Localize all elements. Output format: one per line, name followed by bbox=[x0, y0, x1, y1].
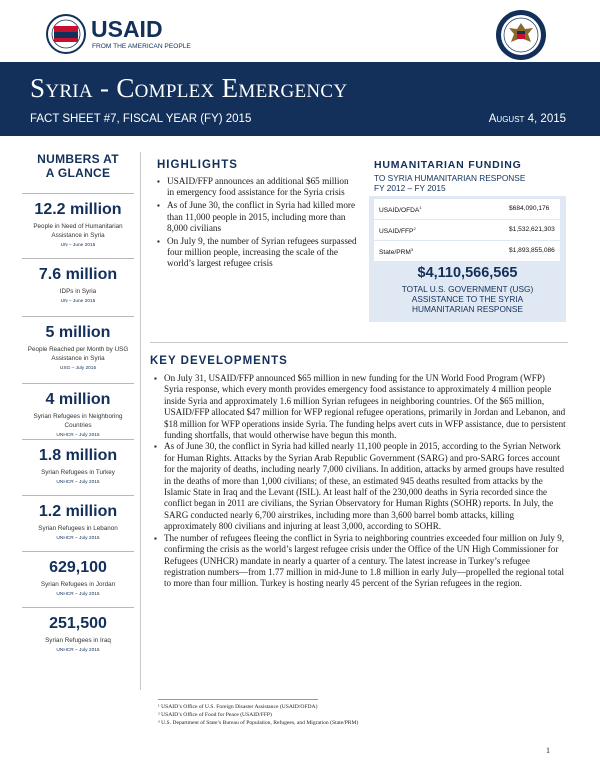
key-development-item: ▪ The number of refugees fleeing the conflict in Syria to neighboring countries exceeded four million on July 9, confirming the crisis as the world’s largest refugee crisis under the Office of the UN High Commissioner for Refugees (UNHCR) mandate in nearly a quarter of a century. The latest increase in Turkey’s refugee registration numbers—from 1.77 million in mid-June to 1.8 million in early July—propelled the regional total to more than four million. Turkey is hosting nearly 45 percent of the Syrian refugees in the region. bbox=[150, 533, 566, 590]
funding-row-value: $684,090,176 bbox=[509, 205, 550, 212]
highlights-heading: HIGHLIGHTS bbox=[157, 159, 238, 171]
stat-block bbox=[22, 193, 134, 258]
key-development-item: ▪ As of June 30, the conflict in Syria had killed nearly 11,100 people in 2015, according to the Syrian Network for Human Rights. Attacks by the Syrian Arab Republic Government (SARG) and pro-SARG forces account for the majority of deaths, including nearly 7,000 civilians. In addition, attacks by armed groups have resulted in the deaths of more than 1,000 civilians; of these, an estimated 945 deaths resulted from attacks by the Islamic State in Iraq and the Levant (ISIL). At least half of the 230,000 deaths in Syria recorded since the conflict began in 2011 are civilians, the Syrian Observatory for Human Rights (SOHR) reports. In July, the SARG conducted nearly 6,700 airstrikes, including more than 3,600 barrel bomb attacks, killing approximately 800 civilians and injuring at least 3,000, according to SOHR. bbox=[150, 441, 566, 532]
fact-sheet-subtitle: FACT SHEET #7, FISCAL YEAR (FY) 2015 bbox=[30, 113, 252, 125]
funding-total: $4,110,566,565 bbox=[417, 265, 518, 281]
usaid-wordmark: USAID bbox=[91, 16, 163, 42]
stat-description: Syrian Refugees in Lebanon bbox=[38, 525, 118, 532]
footnote: ¹ USAID’s Office of U.S. Foreign Disaster Assistance (USAID/OFDA) bbox=[158, 704, 318, 710]
stat-value: 4 million bbox=[45, 391, 111, 408]
funding-row bbox=[374, 241, 560, 261]
stat-block bbox=[22, 258, 134, 316]
stat-block bbox=[22, 551, 134, 607]
footnote: ² USAID’s Office of Food for Peace (USAID/FFP) bbox=[158, 712, 272, 719]
usaid-tagline: FROM THE AMERICAN PEOPLE bbox=[92, 43, 191, 50]
footnote-rule bbox=[158, 699, 318, 700]
glance-heading bbox=[22, 152, 134, 180]
funding-row-label: State/PRM$^3$ bbox=[379, 247, 414, 257]
highlights-list bbox=[157, 176, 357, 272]
stat-block bbox=[22, 439, 134, 495]
stat-value: 12.2 million bbox=[34, 201, 122, 218]
glance-heading-line2: A GLANCE bbox=[45, 166, 111, 180]
stat-value: 7.6 million bbox=[38, 266, 118, 283]
funding-row-value: $1,532,621,303 bbox=[509, 226, 555, 233]
footnote-marker: 1 bbox=[419, 205, 422, 210]
usaid-logo bbox=[45, 12, 245, 56]
key-developments-list bbox=[150, 373, 566, 590]
footnotes bbox=[158, 703, 358, 728]
key-developments-heading: KEY DEVELOPMENTS bbox=[150, 355, 288, 367]
footnote: ³ U.S. Department of State’s Bureau of Population, Refugees, and Migration (State/PRM) bbox=[158, 720, 359, 727]
stat-source: UNHCR – July 2015 bbox=[56, 433, 100, 438]
stat-value: 251,500 bbox=[49, 615, 107, 632]
funding-total-line1: TOTAL U.S. GOVERNMENT (USG) bbox=[401, 284, 534, 294]
highlight-item: ▪ On July 9, the number of Syrian refugees surpassed four million people, increasing the scale of the world’s largest refugee crisis bbox=[157, 236, 357, 270]
funding-row-label: USAID/OFDA$^1$ bbox=[379, 205, 422, 215]
stat-value: 1.8 million bbox=[38, 447, 118, 464]
funding-total-label bbox=[369, 284, 566, 314]
funding-subheading-line1: TO SYRIA HUMANITARIAN RESPONSE bbox=[374, 173, 526, 183]
stat-description: Syrian Refugees in Jordan bbox=[40, 581, 116, 588]
stat-description: IDPs in Syria bbox=[59, 288, 97, 295]
key-development-item: ▪ On July 31, USAID/FFP announced $65 million in new funding for the UN World Food Program (WFP) Syria response, which every month provides emergency food assistance to approximately 4 million people inside Syria and approximately 1.6 million Syrian refugees in neighboring countries. Of the $65 million, USAID/FFP allocated $47 million for WFP regional refugee operations, primarily in Jordan and Lebanon, and $18 million for WFP operations inside Syria. The funding helps avert cuts in WFP assistance, due to persistent funding shortfalls, that would otherwise have begun this month. bbox=[150, 373, 566, 441]
page-number: 1 bbox=[546, 746, 550, 755]
funding-row bbox=[374, 220, 560, 240]
stat-block bbox=[22, 383, 134, 439]
page-title: Syria - Complex Emergency bbox=[30, 73, 348, 103]
stat-description: People in Need of Humanitarian Assistance in Syria bbox=[33, 223, 123, 239]
funding-total-line2: ASSISTANCE TO THE SYRIA bbox=[411, 294, 524, 304]
footnote-marker: 3 bbox=[410, 247, 414, 252]
stat-block bbox=[22, 495, 134, 551]
stat-source: UN – June 2015 bbox=[60, 299, 96, 304]
funding-total-line3: HUMANITARIAN RESPONSE bbox=[412, 304, 523, 314]
stat-source: UN – June 2015 bbox=[60, 243, 96, 248]
funding-heading: HUMANITARIAN FUNDING bbox=[374, 159, 522, 171]
glance-heading-line1: NUMBERS AT bbox=[37, 152, 119, 166]
stat-block bbox=[22, 316, 134, 383]
stat-source: USG – July 2015 bbox=[59, 366, 97, 371]
stat-value: 5 million bbox=[45, 324, 111, 341]
funding-subheading bbox=[374, 173, 554, 193]
funding-row-value: $1,893,855,086 bbox=[509, 247, 555, 254]
stat-description: People Reached per Month by USG Assistance in Syria bbox=[27, 346, 129, 362]
fact-sheet-date: August 4, 2015 bbox=[488, 113, 566, 125]
numbers-at-a-glance bbox=[22, 152, 134, 660]
stat-value: 629,100 bbox=[49, 559, 107, 576]
section-divider bbox=[150, 342, 568, 343]
stat-description: Syrian Refugees in Iraq bbox=[45, 637, 111, 644]
stat-description: Syrian Refugees in Turkey bbox=[41, 469, 115, 476]
column-divider bbox=[140, 152, 141, 690]
stat-source: UNHCR – July 2015 bbox=[56, 648, 100, 653]
stat-source: UNHCR – July 2015 bbox=[56, 536, 100, 541]
funding-row-label: USAID/FFP$^2$ bbox=[379, 226, 416, 236]
stat-source: UNHCR – July 2015 bbox=[56, 592, 100, 597]
stat-value: 1.2 million bbox=[38, 503, 118, 520]
highlight-item: ▪ USAID/FFP announces an additional $65 million in emergency food assistance for the Syria crisis bbox=[157, 176, 357, 198]
funding-row bbox=[374, 199, 560, 219]
stat-source: UNHCR – July 2015 bbox=[56, 480, 100, 485]
highlight-item: ▪ As of June 30, the conflict in Syria had killed more than 11,000 people in 2015, including more than 8,000 civilians bbox=[157, 200, 357, 234]
funding-subheading-line2: FY 2012 – FY 2015 bbox=[374, 183, 446, 193]
stat-description: Syrian Refugees in Neighboring Countries bbox=[33, 413, 123, 429]
state-department-seal-icon bbox=[495, 9, 547, 61]
stat-block bbox=[22, 607, 134, 660]
footnote-marker: 2 bbox=[413, 226, 416, 231]
